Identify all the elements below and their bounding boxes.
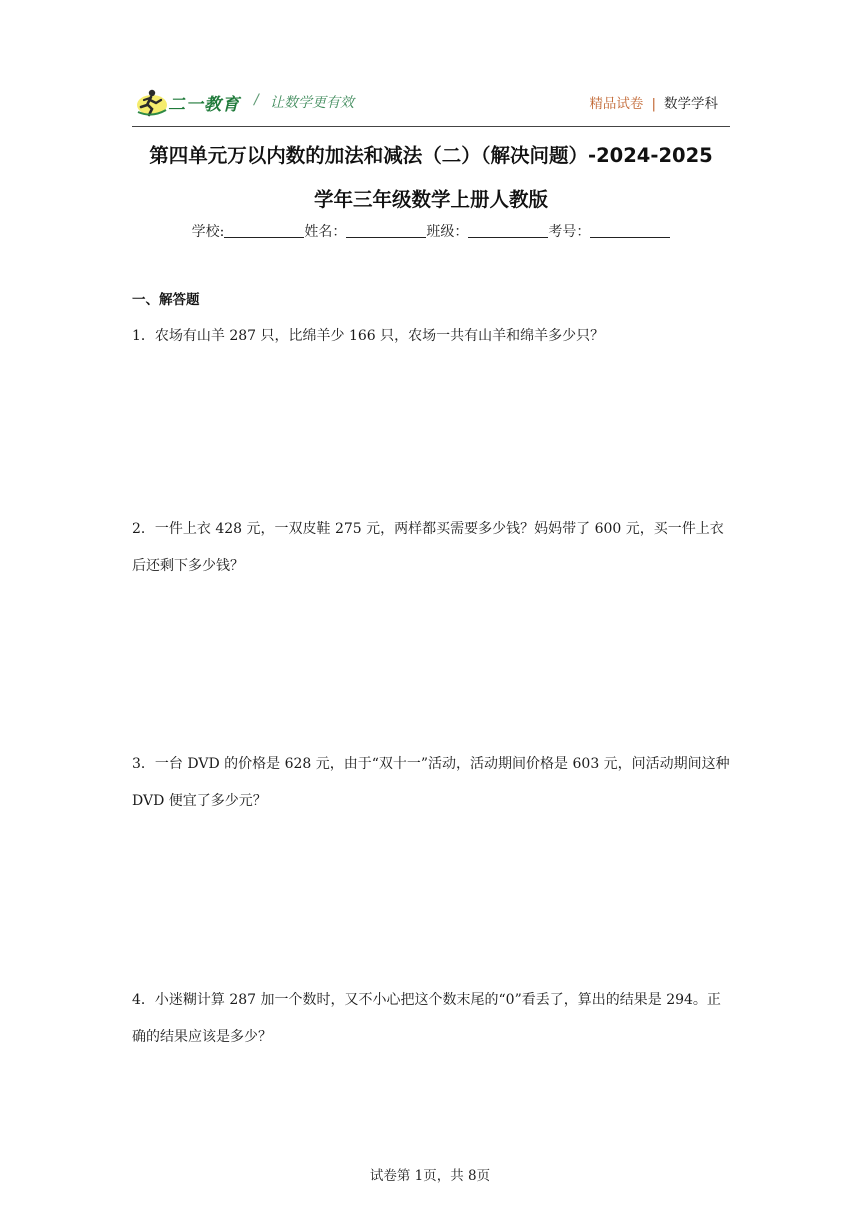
page-title-line-2: 学年三年级数学上册人教版 — [313, 188, 548, 211]
slogan: 让数学更有效 — [270, 95, 354, 111]
subject-label: 数学学科 — [664, 96, 718, 112]
page-footer: 试卷第 1页，共 8页 — [369, 1168, 491, 1184]
exam-no-blank[interactable] — [590, 223, 670, 238]
name-blank[interactable] — [346, 223, 426, 238]
exam-no-label: 考号： — [548, 224, 591, 240]
logo-text: 二一教育 — [168, 95, 240, 115]
slogan-separator: / — [254, 92, 259, 108]
meta-separator: | — [651, 96, 656, 112]
header-meta — [589, 92, 718, 112]
section-title: 一、解答题 — [132, 292, 200, 308]
name-label: 姓名： — [304, 224, 347, 240]
page-header — [132, 84, 730, 126]
school-label: 学校: — [191, 224, 225, 240]
question-4: 4．小迷糊计算 287 加一个数时，又不小心把这个数末尾的“0”看丢了，算出的结果是 294。正确的结果应该是多少？ — [132, 992, 721, 1045]
question-3: 3．一台 DVD 的价格是 628 元，由于“双十一”活动，活动期间价格是 603 元，问活动期间这种 DVD 便宜了多少元？ — [132, 756, 730, 809]
class-blank[interactable] — [468, 223, 548, 238]
quality-label: 精品试卷 — [589, 96, 644, 112]
class-label: 班级： — [426, 224, 469, 240]
question-2: 2．一件上衣 428 元，一双皮鞋 275 元，两样都买需要多少钱？妈妈带了 600 元，买一件上衣后还剩下多少钱？ — [132, 521, 724, 574]
question-1: 1．农场有山羊 287 只，比绵羊少 166 只，农场一共有山羊和绵羊多少只？ — [132, 328, 605, 344]
school-blank[interactable] — [224, 223, 304, 238]
student-info-line — [132, 221, 730, 241]
header-divider — [132, 126, 730, 127]
page-title-line-1: 第四单元万以内数的加法和减法（二）（解决问题）-2024-2025 — [149, 144, 713, 167]
